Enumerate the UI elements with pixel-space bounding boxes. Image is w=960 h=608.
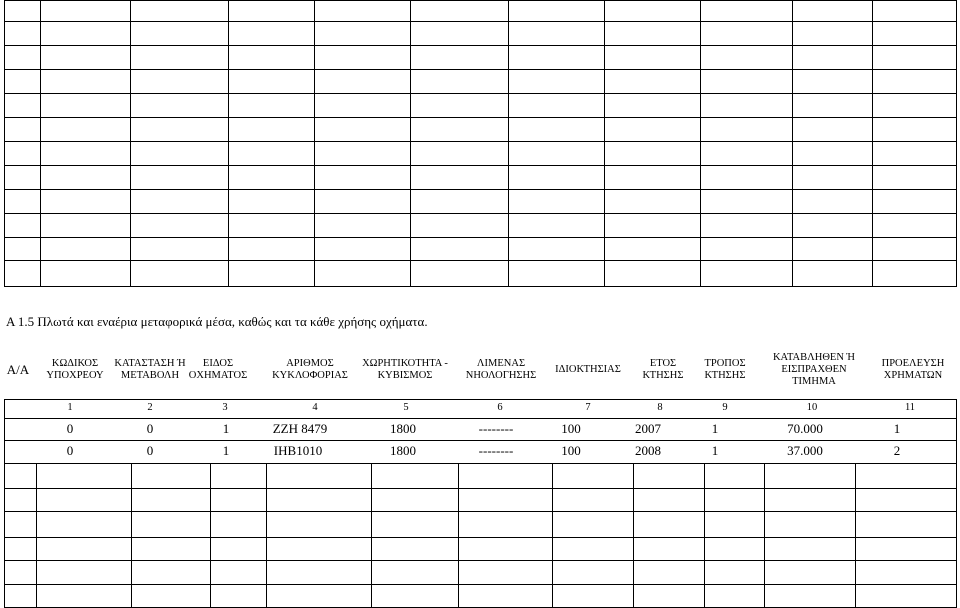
- empty-cell: [605, 70, 701, 94]
- empty-cell: [41, 166, 131, 190]
- empty-cell: [229, 94, 315, 118]
- table-cell: ΙΗΒ1010: [273, 443, 323, 458]
- empty-cell: [605, 1, 701, 22]
- section-caption: Α 1.5 Πλωτά και εναέρια μεταφορικά μέσα, καθώς και τα κάθε χρήσης οχήματα.: [6, 314, 428, 329]
- table-cell: 1800: [390, 443, 416, 458]
- empty-cell: [5, 1, 41, 22]
- empty-cell: [229, 214, 315, 238]
- empty-cell: [229, 1, 315, 22]
- empty-cell: [41, 118, 131, 142]
- table-row: [0, 440, 960, 462]
- empty-cell: [411, 190, 509, 214]
- empty-cell: [873, 46, 957, 70]
- empty-cell: [509, 70, 605, 94]
- empty-cell: [509, 22, 605, 46]
- empty-cell: [5, 70, 41, 94]
- column-number: 1: [67, 402, 73, 413]
- table-cell: 100: [561, 421, 581, 436]
- empty-cell: [873, 214, 957, 238]
- table-cell: 0: [146, 421, 154, 436]
- empty-row: [5, 94, 957, 118]
- table-cell: 2: [893, 443, 901, 458]
- empty-cell: [873, 94, 957, 118]
- column-number: 10: [806, 402, 818, 413]
- empty-cell: [605, 214, 701, 238]
- empty-cell: [509, 190, 605, 214]
- empty-cell: [701, 46, 793, 70]
- empty-cell: [131, 46, 229, 70]
- empty-cell: [315, 261, 411, 287]
- empty-cell: [5, 166, 41, 190]
- grid-line: [4, 560, 957, 561]
- empty-cell: [5, 261, 41, 287]
- empty-cell: [5, 238, 41, 261]
- column-numbers-row: [0, 398, 960, 418]
- table-cell: 1800: [390, 421, 416, 436]
- empty-cell: [793, 166, 873, 190]
- empty-cell: [41, 1, 131, 22]
- empty-cell: [509, 238, 605, 261]
- table-cell: 1: [711, 443, 719, 458]
- empty-cell: [229, 238, 315, 261]
- empty-cell: [701, 261, 793, 287]
- empty-cell: [701, 142, 793, 166]
- column-number: 7: [585, 402, 591, 413]
- empty-cell: [605, 94, 701, 118]
- empty-cell: [41, 190, 131, 214]
- empty-cell: [605, 118, 701, 142]
- empty-cell: [229, 118, 315, 142]
- empty-cell: [701, 118, 793, 142]
- empty-cell: [701, 1, 793, 22]
- empty-cell: [509, 118, 605, 142]
- grid-line: [855, 463, 856, 608]
- grid-line: [704, 463, 705, 608]
- grid-line: [552, 463, 553, 608]
- empty-cell: [131, 261, 229, 287]
- header-year: ΕΤΟΣ ΚΤΗΣΗΣ: [642, 358, 684, 381]
- grid-line: [210, 463, 211, 608]
- empty-cell: [701, 214, 793, 238]
- grid-line: [764, 463, 765, 608]
- empty-cell: [315, 70, 411, 94]
- empty-row: [5, 22, 957, 46]
- header-acquisition-method: ΤΡΟΠΟΣ ΚΤΗΣΗΣ: [704, 358, 746, 381]
- table-cell: 2007: [635, 421, 661, 436]
- empty-cell: [873, 22, 957, 46]
- empty-cell: [131, 94, 229, 118]
- empty-cell: [131, 70, 229, 94]
- empty-cell: [873, 261, 957, 287]
- empty-cell: [701, 94, 793, 118]
- empty-cell: [131, 190, 229, 214]
- top-empty-grid: [4, 0, 957, 287]
- empty-cell: [605, 142, 701, 166]
- empty-cell: [411, 261, 509, 287]
- empty-row: [5, 214, 957, 238]
- empty-row: [5, 261, 957, 287]
- table-cell: 0: [146, 443, 154, 458]
- header-status: ΚΑΤΑΣΤΑΣΗ Ή ΜΕΤΑΒΟΛΗ: [114, 358, 186, 381]
- empty-cell: [5, 190, 41, 214]
- grid-line: [266, 463, 267, 608]
- empty-cell: [793, 261, 873, 287]
- header-capacity: ΧΩΡΗΤΙΚΟΤΗΤΑ - ΚΥΒΙΣΜΟΣ: [362, 358, 448, 381]
- empty-cell: [229, 22, 315, 46]
- column-number: 4: [312, 402, 318, 413]
- empty-cell: [315, 214, 411, 238]
- empty-cell: [509, 46, 605, 70]
- empty-cell: [5, 142, 41, 166]
- empty-cell: [229, 166, 315, 190]
- empty-row: [5, 190, 957, 214]
- grid-line: [4, 463, 957, 464]
- empty-cell: [793, 238, 873, 261]
- empty-cell: [793, 118, 873, 142]
- empty-cell: [701, 238, 793, 261]
- empty-cell: [131, 1, 229, 22]
- table-cell: ΖΖΗ 8479: [272, 421, 328, 436]
- empty-cell: [41, 238, 131, 261]
- table-cell: 100: [561, 443, 581, 458]
- table-cell: 70.000: [787, 421, 823, 436]
- empty-cell: [41, 22, 131, 46]
- empty-cell: [411, 70, 509, 94]
- table-cell: 0: [66, 443, 74, 458]
- empty-cell: [793, 94, 873, 118]
- empty-cell: [411, 142, 509, 166]
- header-ownership: ΙΔΙΟΚΤΗΣΙΑΣ: [555, 364, 621, 375]
- header-registration: ΑΡΙΘΜΟΣ ΚΥΚΛΟΦΟΡΙΑΣ: [272, 358, 348, 381]
- empty-cell: [5, 46, 41, 70]
- empty-cell: [411, 1, 509, 22]
- empty-cell: [605, 261, 701, 287]
- empty-cell: [41, 46, 131, 70]
- empty-cell: [793, 70, 873, 94]
- empty-cell: [873, 142, 957, 166]
- empty-cell: [5, 22, 41, 46]
- empty-row: [5, 166, 957, 190]
- grid-line: [633, 463, 634, 608]
- empty-row: [5, 70, 957, 94]
- empty-cell: [873, 118, 957, 142]
- table-cell: --------: [478, 443, 514, 458]
- empty-cell: [131, 118, 229, 142]
- empty-cell: [41, 94, 131, 118]
- empty-cell: [793, 22, 873, 46]
- empty-cell: [411, 214, 509, 238]
- empty-row: [5, 1, 957, 22]
- empty-cell: [315, 190, 411, 214]
- column-number: 6: [497, 402, 503, 413]
- empty-cell: [315, 238, 411, 261]
- column-number: 8: [657, 402, 663, 413]
- grid-line: [371, 463, 372, 608]
- empty-cell: [229, 46, 315, 70]
- column-number: 9: [722, 402, 728, 413]
- column-number: 3: [222, 402, 228, 413]
- table-cell: 1: [893, 421, 901, 436]
- empty-cell: [5, 118, 41, 142]
- table-row: [0, 418, 960, 440]
- empty-cell: [509, 261, 605, 287]
- empty-cell: [701, 22, 793, 46]
- empty-cell: [315, 1, 411, 22]
- grid-line: [4, 488, 957, 489]
- grid-line: [4, 511, 957, 512]
- table-cell: 0: [66, 421, 74, 436]
- empty-cell: [701, 190, 793, 214]
- grid-line: [131, 463, 132, 608]
- header-code: ΚΩΔΙΚΟΣ ΥΠΟΧΡΕΟΥ: [46, 358, 104, 381]
- empty-cell: [411, 22, 509, 46]
- header-port: ΛΙΜΕΝΑΣ ΝΗΟΛΟΓΗΣΗΣ: [465, 358, 537, 381]
- empty-cell: [509, 142, 605, 166]
- header-money-origin: ΠΡΟΕΛΕΥΣΗ ΧΡΗΜΑΤΩΝ: [881, 358, 945, 381]
- empty-cell: [229, 70, 315, 94]
- empty-cell: [793, 46, 873, 70]
- header-price: ΚΑΤΑΒΛΗΘΕΝ Ή ΕΙΣΠΡΑΧΘΕΝ ΤΙΜΗΜΑ: [772, 352, 856, 387]
- empty-cell: [873, 238, 957, 261]
- empty-cell: [315, 166, 411, 190]
- empty-cell: [701, 166, 793, 190]
- empty-cell: [411, 166, 509, 190]
- empty-cell: [873, 1, 957, 22]
- empty-cell: [793, 142, 873, 166]
- empty-cell: [229, 190, 315, 214]
- empty-cell: [509, 94, 605, 118]
- empty-cell: [411, 94, 509, 118]
- empty-cell: [229, 261, 315, 287]
- grid-line: [4, 463, 5, 608]
- empty-cell: [793, 214, 873, 238]
- empty-cell: [315, 46, 411, 70]
- empty-cell: [509, 1, 605, 22]
- grid-line: [4, 537, 957, 538]
- empty-row: [5, 142, 957, 166]
- empty-cell: [131, 166, 229, 190]
- empty-cell: [5, 94, 41, 118]
- empty-cell: [793, 190, 873, 214]
- empty-cell: [509, 166, 605, 190]
- table-cell: 1: [222, 421, 230, 436]
- column-number: 11: [904, 402, 916, 413]
- empty-row: [5, 118, 957, 142]
- empty-cell: [605, 46, 701, 70]
- empty-cell: [793, 1, 873, 22]
- empty-cell: [873, 166, 957, 190]
- empty-cell: [131, 22, 229, 46]
- column-number: 2: [147, 402, 153, 413]
- empty-cell: [411, 46, 509, 70]
- table-header: [0, 340, 960, 400]
- empty-cell: [315, 22, 411, 46]
- table-cell: 2008: [635, 443, 661, 458]
- table-cell: 1: [222, 443, 230, 458]
- empty-row: [5, 238, 957, 261]
- empty-cell: [873, 190, 957, 214]
- empty-cell: [605, 166, 701, 190]
- empty-cell: [5, 214, 41, 238]
- empty-cell: [605, 22, 701, 46]
- empty-cell: [131, 214, 229, 238]
- empty-cell: [411, 238, 509, 261]
- empty-cell: [131, 142, 229, 166]
- empty-cell: [41, 70, 131, 94]
- empty-row: [5, 46, 957, 70]
- header-aa: Α/Α: [6, 362, 30, 377]
- empty-cell: [315, 142, 411, 166]
- empty-cell: [701, 70, 793, 94]
- empty-cell: [41, 214, 131, 238]
- empty-cell: [131, 238, 229, 261]
- grid-line: [36, 463, 37, 608]
- table-cell: 37.000: [787, 443, 823, 458]
- column-number: 5: [403, 402, 409, 413]
- grid-line: [4, 584, 957, 585]
- empty-cell: [605, 190, 701, 214]
- empty-cell: [315, 118, 411, 142]
- table-cell: --------: [478, 421, 514, 436]
- empty-cell: [41, 261, 131, 287]
- empty-cell: [873, 70, 957, 94]
- header-vehicle-type: ΕΙΔΟΣ ΟΧΗΜΑΤΟΣ: [188, 358, 248, 381]
- table-cell: 1: [711, 421, 719, 436]
- empty-cell: [509, 214, 605, 238]
- empty-cell: [229, 142, 315, 166]
- empty-cell: [315, 94, 411, 118]
- empty-cell: [41, 142, 131, 166]
- grid-line: [956, 463, 957, 608]
- empty-cell: [411, 118, 509, 142]
- empty-cell: [605, 238, 701, 261]
- grid-line: [458, 463, 459, 608]
